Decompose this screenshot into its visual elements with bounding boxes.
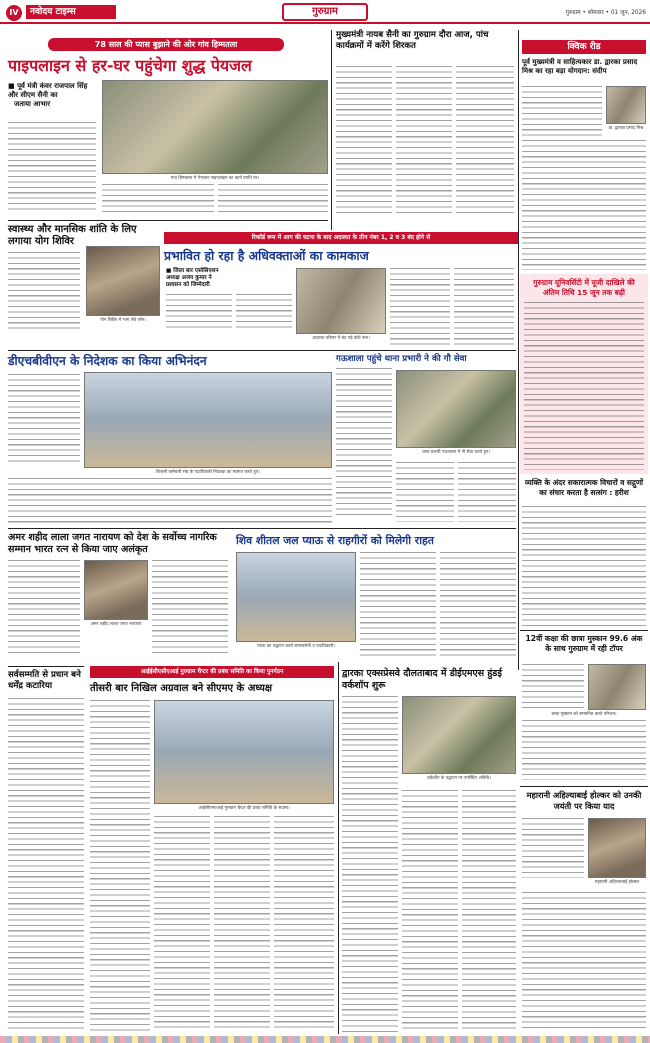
- lawyers-body-col1: [166, 294, 232, 330]
- lawyers-body-col4: [454, 268, 514, 348]
- martyr-headline: अमर शहीद लाला जगत नारायण को देश के सर्वोच्च नागरिक सम्मान भारत रत्न से किया जाए अलंकृत: [8, 532, 217, 555]
- quick-read-body-2: [522, 140, 646, 270]
- ahilya-body-2: [522, 892, 646, 1032]
- lawyers-body-col3: [390, 268, 450, 348]
- dateline: गुरुग्राम • सोमवार • 01 जून, 2026: [565, 10, 646, 16]
- topper-photo-caption: छात्रा मुस्कान को सम्मानित करते परिजन।: [551, 712, 617, 717]
- lead-bullet-2: जताया आभार: [14, 100, 51, 108]
- masthead: [0, 0, 650, 24]
- lead-body-col2: [102, 184, 214, 214]
- university-headline: गुरुग्राम यूनिवर्सिटी में यूजी दाखिले की अंतिम तिथि 15 जून तक बढ़ी: [533, 278, 635, 297]
- sarpanch-body: [8, 698, 84, 1032]
- lawyers-photo-caption: अदालत परिसर में बंद पड़े कोर्ट रूम।: [312, 336, 370, 341]
- paper-name: नवोदय टाइम्स: [26, 5, 116, 19]
- ahilya-photo-caption: महारानी अहिल्याबाई होल्कर: [594, 880, 640, 885]
- cma-body-col2: [154, 816, 210, 1032]
- health-body-col1: [8, 252, 80, 332]
- cma-body-col3: [214, 816, 270, 1032]
- dwarka-headline: द्वारका एक्सप्रेसवे दौलताबाद में डीईएमएस हुंडई वर्कशॉप शुरू: [342, 668, 502, 691]
- water-body-col2: [440, 552, 516, 656]
- quick-read-photo-caption: डा. द्वारका प्रसाद मिश्र: [608, 126, 644, 131]
- water-body-col1: [360, 552, 436, 656]
- cma-body-col4: [274, 816, 334, 1032]
- martyr-body-col1: [8, 560, 80, 656]
- cow-photo-caption: थाना प्रभारी गऊशाला में गौ सेवा करते हुए।: [422, 450, 490, 455]
- quick-read-body: [522, 86, 602, 136]
- lead-photo-caption: गांव हिम्मतला में पेयजल पाइपलाइन का कार्य प्रगति पर।: [170, 176, 260, 181]
- lead-bullet-1: ■ पूर्व मंत्री कंवर राजपाल सिंह और सीएम सैनी का: [8, 82, 88, 99]
- ahilya-photo: [588, 818, 646, 878]
- martyr-photo: [84, 560, 148, 620]
- water-photo: [236, 552, 356, 642]
- cma-photo-caption: आईसीएमएआई गुरुग्राम चैप्टर की प्रबंध समिति के सदस्य।: [198, 806, 290, 811]
- lawyers-banner: रिकॉर्ड रूम में आग की घटना के बाद अदालत के तीन नंबर 1, 2 व 3 बंद होने से: [164, 232, 518, 244]
- quick-read-title: क्विक रीड: [522, 40, 646, 54]
- page-number-badge: IV: [6, 5, 22, 21]
- lawyers-body-col2: [236, 294, 292, 330]
- dwarka-body-col1: [342, 696, 398, 1032]
- lawyers-sub: [166, 268, 232, 289]
- lead-body-col1: [8, 122, 96, 210]
- cow-photo: [396, 370, 516, 448]
- health-photo: [86, 246, 160, 316]
- dwarka-body-col2: [402, 790, 458, 1032]
- sarpanch-headline: सर्वसम्मति से प्रधान बने धर्मेंद्र कटारिया: [8, 670, 81, 691]
- footer-strip: [0, 1036, 650, 1043]
- dwarka-body-col3: [462, 790, 516, 1032]
- cma-body-col1: [90, 700, 150, 1032]
- ahilya-headline: महारानी अहिल्याबाई होल्कर को उनकी जयंती पर किया याद: [526, 790, 642, 811]
- health-photo-caption: योग शिविर में भाग लेते लोग।: [100, 318, 146, 323]
- cow-body-col1: [336, 368, 392, 518]
- satsang-headline: व्यक्ति के अंदर सकारात्मक विचारों व सद्गुणों का संचार करता है सत्संग : हरीश: [524, 478, 644, 497]
- cow-headline: गऊशाला पहुंचे थाना प्रभारी ने की गौ सेवा: [336, 354, 467, 364]
- lead-headline: पाइपलाइन से हर-घर पहुंचेगा शुद्ध पेयजल: [8, 56, 252, 75]
- lawyers-sub-3: प्रशासन को जिम्मेदारी: [166, 282, 210, 288]
- director-photo-caption: बिजली कर्मचारी संघ के पदाधिकारी निदेशक का स्वागत करते हुए।: [156, 470, 260, 475]
- cow-body-col3: [458, 462, 516, 522]
- cma-headline: तीसरी बार निखिल अग्रवाल बने सीएमए के अध्यक्ष: [90, 683, 273, 694]
- cow-body-col2: [396, 462, 454, 522]
- cma-photo: [154, 700, 334, 804]
- dwarka-photo-caption: वर्कशॉप के उद्घाटन पर उपस्थित अतिथि।: [427, 776, 491, 781]
- dwarka-photo: [402, 696, 516, 774]
- lead-body-col3: [218, 184, 328, 214]
- lawyers-sub-1: ■ जिला बार एसोसिएशन: [166, 268, 219, 274]
- cma-banner: आईईसीएसीएआई गुरुग्राम चैप्टर की प्रबंध समिति का किया पुनर्गठन: [90, 666, 334, 678]
- director-body-col1: [8, 374, 80, 464]
- satsang-body: [522, 506, 646, 626]
- quick-read-headline: पूर्व मुख्यमंत्री व साहित्यकार डा. द्वारका प्रसाद मिश्र का रहा बड़ा योगदान: संदीप: [522, 58, 638, 75]
- cm-body-col2: [396, 66, 452, 216]
- health-headline: स्वास्थ्य और मानसिक शांति के लिए लगाया योग शिविर: [8, 224, 137, 247]
- lawyers-headline: प्रभावित हो रहा है अधिवक्ताओं का कामकाज: [164, 248, 369, 263]
- cm-body-col1: [336, 66, 392, 216]
- director-headline: डीएचबीवीएन के निदेशक का किया अभिनंदन: [8, 354, 207, 368]
- quick-read-photo: [606, 86, 646, 124]
- cm-body-col3: [456, 66, 514, 216]
- topper-photo: [588, 664, 646, 710]
- university-body: [524, 302, 644, 470]
- director-photo: [84, 372, 332, 468]
- water-photo-caption: प्याऊ का उद्घाटन करते समाजसेवी व पदाधिकारी।: [256, 644, 336, 649]
- martyr-photo-caption: अमर शहीद लाला जगत नारायण: [90, 622, 142, 627]
- topper-headline: 12वीं कक्षा की छात्रा मुस्कान 99.6 अंक के साथ गुरुग्राम में रही टॉपर: [525, 634, 643, 653]
- martyr-body-col2: [152, 560, 228, 656]
- lead-kicker: 78 साल की प्यास बुझाने की ओर गांव हिम्मतला: [48, 38, 284, 51]
- director-body-row: [8, 478, 332, 524]
- topper-body-2: [522, 720, 646, 780]
- lawyers-sub-2: अध्यक्ष अजय कुमार ने: [166, 275, 212, 281]
- topper-body: [522, 664, 584, 708]
- cm-headline: मुख्यमंत्री नायब सैनी का गुरुग्राम दौरा आज, पांच कार्यक्रमों में करेंगे शिरकत: [336, 30, 489, 51]
- lead-photo: [102, 80, 328, 174]
- lawyers-photo: [296, 268, 386, 334]
- section-title: गुरुग्राम: [282, 3, 368, 21]
- water-headline: शिव शीतल जल प्याऊ से राहगीरों को मिलेगी राहत: [236, 534, 434, 547]
- ahilya-body: [522, 818, 584, 878]
